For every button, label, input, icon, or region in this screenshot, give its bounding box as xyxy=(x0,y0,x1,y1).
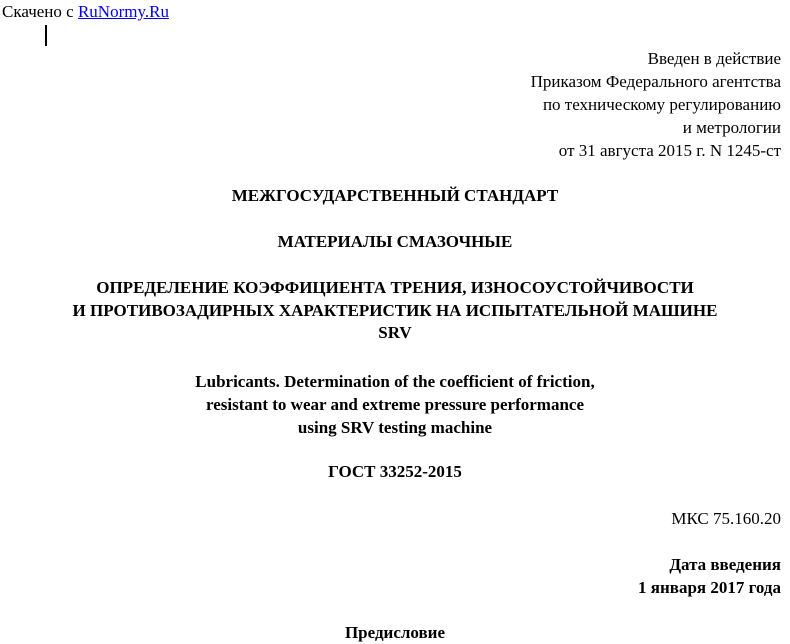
enactment-line: по техническому регулированию xyxy=(542,95,781,114)
english-title-line: resistant to wear and extreme pressure performance xyxy=(205,395,584,414)
download-source-line xyxy=(2,2,169,22)
russian-title-line: ОПРЕДЕЛЕНИЕ КОЭФФИЦИЕНТА ТРЕНИЯ, ИЗНОСОУСТОЙЧИВОСТИ xyxy=(96,278,694,297)
materials-heading: МАТЕРИАЛЫ СМАЗОЧНЫЕ xyxy=(277,232,513,251)
introduction-date-label: Дата введения xyxy=(669,555,781,574)
text-cursor xyxy=(45,25,47,46)
russian-title-line: SRV xyxy=(378,323,412,342)
english-title-line: using SRV testing machine xyxy=(297,418,493,437)
enactment-line: и метрологии xyxy=(682,118,781,137)
interstate-standard-heading: МЕЖГОСУДАРСТВЕННЫЙ СТАНДАРТ xyxy=(231,186,559,205)
russian-title xyxy=(0,277,790,345)
russian-title-line: И ПРОТИВОЗАДИРНЫХ ХАРАКТЕРИСТИК НА ИСПЫТАТЕЛЬНОЙ МАШИНЕ xyxy=(72,300,718,320)
download-source-prefix: Скачено с xyxy=(2,2,74,21)
introduction-date-block xyxy=(638,553,781,599)
english-title-line: Lubricants. Determination of the coefficient of friction, xyxy=(195,372,595,391)
enactment-line: от 31 августа 2015 г. N 1245-ст xyxy=(558,141,781,160)
introduction-date-value: 1 января 2017 года xyxy=(638,578,781,597)
enactment-block xyxy=(531,47,781,162)
runormy-link[interactable]: RuNormy.Ru xyxy=(77,2,169,21)
mks-code: МКС 75.160.20 xyxy=(671,509,781,528)
foreword-heading: Предисловие xyxy=(344,623,446,642)
enactment-line: Приказом Федерального агентства xyxy=(530,72,781,91)
english-title xyxy=(0,370,790,439)
enactment-line: Введен в действие xyxy=(647,49,781,68)
gost-number: ГОСТ 33252-2015 xyxy=(328,462,462,481)
